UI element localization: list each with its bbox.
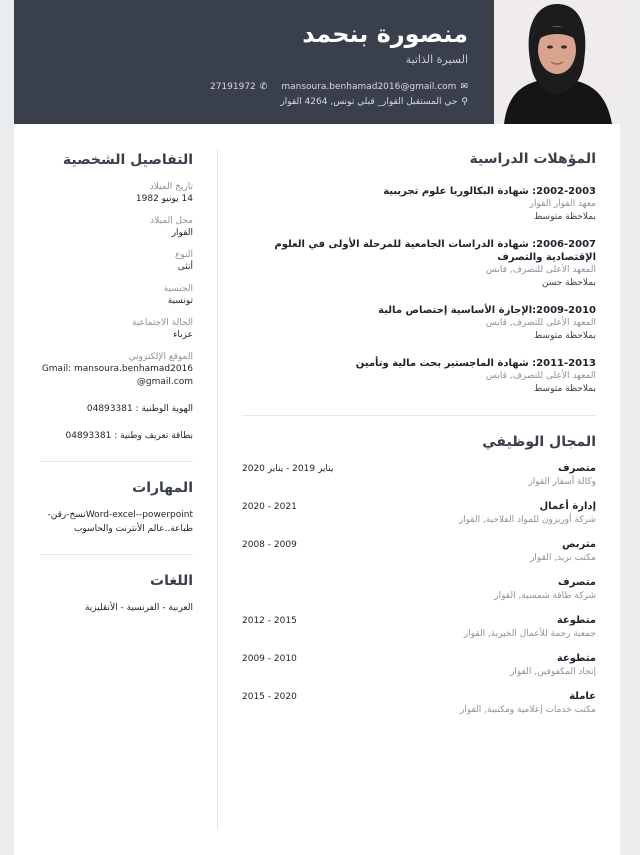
work-item-title: متصرف: [558, 577, 596, 588]
education-item-title: 2009-2010:الإجازة الأساسية إختصاص مالية: [378, 305, 596, 316]
languages-title: اللغات: [150, 573, 193, 589]
work-item-date: يناير 2019 - يناير 2020: [242, 464, 334, 474]
work-title: المجال الوظيفي: [482, 434, 596, 450]
work-item-organization: مكتب بريد, القوار: [530, 553, 596, 563]
contact-email-text: mansoura.benhamad2016@gmail.com: [281, 82, 457, 92]
education-item-institution: المعهد الأعلى للتصرف, قابس: [485, 265, 596, 275]
work-item-organization: وكالة أسفار القوار: [528, 477, 596, 487]
left-column: [40, 124, 193, 615]
work-item: [242, 576, 596, 614]
skills-title: المهارات: [132, 480, 193, 496]
education-item-institution: المعهد الأعلى للتصرف, قابس: [485, 371, 596, 381]
resume-header: [14, 0, 620, 124]
work-item-date: 2010 - 2009: [242, 654, 297, 664]
column-divider: [217, 150, 218, 830]
work-item-date: 2015 - 2012: [242, 616, 297, 626]
right-column: [242, 124, 596, 728]
education-item-title: 2006-2007: شهادة الدراسات الجامعية للمرحلة الأولى في العلوم الإقتصادية والتصرف: [274, 239, 596, 263]
work-item-organization: إتحاد المكفوفين, القوار: [510, 667, 596, 677]
work-item: [242, 652, 596, 690]
birth-date-label: تاريخ الميلاد: [149, 182, 193, 192]
website-value[interactable]: Gmail: mansoura.benhamad2016@gmail.com: [41, 364, 193, 387]
skills-text: Word-excel--powerpointنسخ-رقن-طباعة..عالم الأنترنت والحاسوب: [47, 510, 193, 534]
marital-status-value: عزباء: [173, 330, 193, 340]
profile-photo: [494, 0, 620, 124]
personal-email: [40, 351, 193, 389]
map-pin-icon: ⚲: [461, 97, 468, 107]
personal-nationality: [40, 283, 193, 308]
work-item-date: 2020 - 2015: [242, 692, 297, 702]
work-item-date: 2009 - 2008: [242, 540, 297, 550]
personal-birth-place: [40, 215, 193, 240]
contact-row: [210, 82, 468, 92]
contact-email[interactable]: [281, 82, 468, 92]
phone-icon: ✆: [259, 82, 268, 92]
work-item-organization: جمعية رحمة للأعمال الخيرية, القوار: [463, 629, 596, 639]
languages-text: العربية - الفرنسية - الأنقليزية: [84, 603, 193, 613]
work-item-title: عاملة: [569, 691, 596, 702]
education-item-grade: بملاحظة متوسط: [534, 212, 596, 222]
work-item-organization: شركة أوريزون للمواد الفلاحية, القوار: [458, 515, 596, 525]
education-item-grade: بملاحظة حسن: [541, 278, 596, 288]
education-item: [242, 304, 596, 343]
marital-status-label: الحالة الاجتماعية: [132, 318, 193, 328]
education-item-grade: بملاحظة متوسط: [534, 384, 596, 394]
resume-body: [14, 124, 620, 855]
work-item-organization: شركة طاقة شمسية, القوار: [494, 591, 596, 601]
full-name: منصورة بنحمد: [302, 20, 468, 48]
id-card: بطاقة تعريف وطنية : 04893381: [65, 431, 193, 441]
resume-page: [14, 0, 620, 855]
education-item-grade: بملاحظة متوسط: [534, 331, 596, 341]
birth-place-value: القوار: [171, 228, 193, 238]
education-item-title: 2002-2003: شهادة البكالوريا علوم تجريبية: [383, 186, 596, 197]
work-item: [242, 538, 596, 576]
birth-place-label: محل الميلاد: [150, 216, 193, 226]
personal-gender: [40, 249, 193, 274]
education-item-institution: معهد القوار القوار: [529, 199, 596, 209]
contact-address: [280, 97, 468, 107]
work-item-title: متصرف: [558, 463, 596, 474]
envelope-icon: ✉: [460, 82, 468, 92]
work-item: [242, 462, 596, 500]
education-title: المؤهلات الدراسية: [469, 151, 596, 167]
education-item: [242, 185, 596, 224]
work-item-title: متربص: [562, 539, 596, 550]
work-item-title: إدارة أعمال: [539, 501, 596, 512]
resume-subtitle: السيرة الذاتية: [405, 53, 468, 66]
education-item-institution: المعهد الأعلى للتصرف, قابس: [485, 318, 596, 328]
gender-value: أنثى: [177, 262, 193, 272]
gender-label: النوع: [175, 250, 193, 260]
contact-phone[interactable]: [210, 82, 267, 92]
birth-date-value: 14 يونيو 1982: [135, 194, 193, 204]
personal-marital-status: [40, 317, 193, 342]
website-label: الموقع الإلكتروني: [128, 352, 193, 362]
nationality-label: الجنسية: [163, 284, 193, 294]
contact-phone-text: 27191972: [209, 82, 256, 92]
work-item: [242, 690, 596, 728]
work-item: [242, 500, 596, 538]
contact-address-text: حي المستقبل القوار_ قبلي تونس, 4264 القوار: [280, 97, 458, 107]
education-item-title: 2011-2013: شهادة الماجستير بحث مالية وتأمين: [355, 358, 596, 369]
work-item-title: متطوعة: [556, 615, 596, 626]
work-item-title: متطوعة: [556, 653, 596, 664]
personal-birth-date: [40, 181, 193, 206]
nationality-value: تونسية: [167, 296, 193, 306]
work-item-date: 2021 - 2020: [242, 502, 297, 512]
education-item: [242, 357, 596, 396]
education-item: [242, 238, 596, 290]
work-item: [242, 614, 596, 652]
work-item-organization: مكتب خدمات إعلامية ومكتبية, القوار: [460, 705, 596, 715]
national-id: الهوية الوطنية : 04893381: [86, 404, 193, 414]
personal-details-title: التفاصيل الشخصية: [62, 152, 193, 168]
